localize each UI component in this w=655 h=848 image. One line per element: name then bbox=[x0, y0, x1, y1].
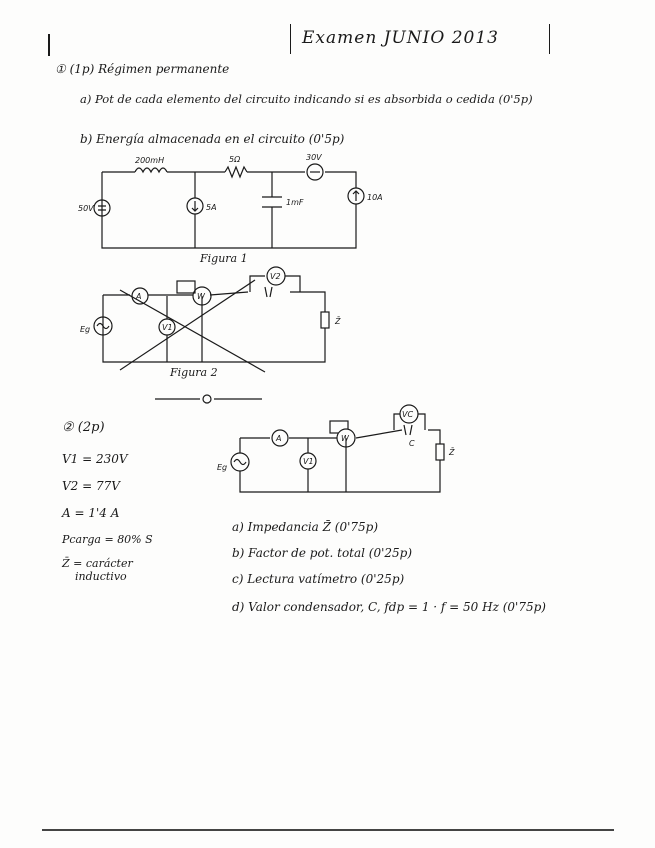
fig1-label-vsource-top: 30V bbox=[306, 153, 322, 162]
question-c: c) Lectura vatímetro (0'25p) bbox=[232, 572, 405, 586]
fig2-label-v2: V2 bbox=[270, 272, 281, 281]
question-d: d) Valor condensador, C, fdp = 1 · f = 50 Hz (0'75p) bbox=[232, 600, 546, 614]
figure1-caption: Figura 1 bbox=[200, 252, 248, 265]
problem1-heading: ① (1p) Régimen permanente bbox=[55, 62, 230, 76]
fig3-label-impedance: Z̄ bbox=[449, 448, 455, 457]
fig3-label-v1: V1 bbox=[303, 457, 314, 466]
fig1-label-inductor: 200mH bbox=[135, 156, 165, 165]
question-a: a) Impedancia Z̄ (0'75p) bbox=[232, 520, 379, 534]
problem2-data-a: A = 1'4 A bbox=[62, 506, 120, 520]
fig1-label-resistor: 5Ω bbox=[229, 155, 241, 164]
fig1-label-capacitor: 1mF bbox=[286, 198, 304, 207]
fig2-label-ammeter: A bbox=[136, 292, 142, 301]
fig2-label-impedance: Z̄ bbox=[335, 317, 341, 326]
fig3-label-source: Eg bbox=[217, 463, 228, 472]
fig1-label-vsource-left: 50V bbox=[78, 204, 94, 213]
problem1-part-a: a) Pot de cada elemento del circuito indicando si es absorbida o cedida (0'5p) bbox=[80, 92, 533, 106]
question-b: b) Factor de pot. total (0'25p) bbox=[232, 546, 413, 560]
problem2-pcarga: Pcarga = 80% S bbox=[62, 533, 153, 546]
problem2-heading: ② (2p) bbox=[62, 420, 105, 435]
problem1-part-b: b) Energía almacenada en el circuito (0'5p) bbox=[80, 132, 345, 146]
fig1-label-isource-mid: 5A bbox=[206, 203, 217, 212]
bottom-rule bbox=[42, 829, 614, 831]
fig1-label-isource-right: 10A bbox=[367, 193, 383, 202]
problem2-data-v1: V1 = 230V bbox=[62, 452, 128, 466]
problem2-z-note-1: Z̄ = carácter bbox=[62, 557, 133, 570]
fig2-label-wattmeter: W bbox=[197, 292, 205, 301]
fig3-label-vc: VC bbox=[402, 410, 414, 419]
problem2-z-note-2: inductivo bbox=[75, 570, 127, 583]
fig2-label-source: Eg bbox=[80, 325, 91, 334]
fig2-label-v1: V1 bbox=[162, 323, 173, 332]
figure2-caption: Figura 2 bbox=[170, 366, 218, 379]
fig3-label-ammeter: A bbox=[276, 434, 282, 443]
fig3-label-wattmeter: W bbox=[341, 434, 349, 443]
problem2-data-v2: V2 = 77V bbox=[62, 479, 120, 493]
fig3-label-capacitor: C bbox=[409, 439, 415, 448]
exam-title: Examen JUNIO 2013 bbox=[302, 28, 500, 48]
